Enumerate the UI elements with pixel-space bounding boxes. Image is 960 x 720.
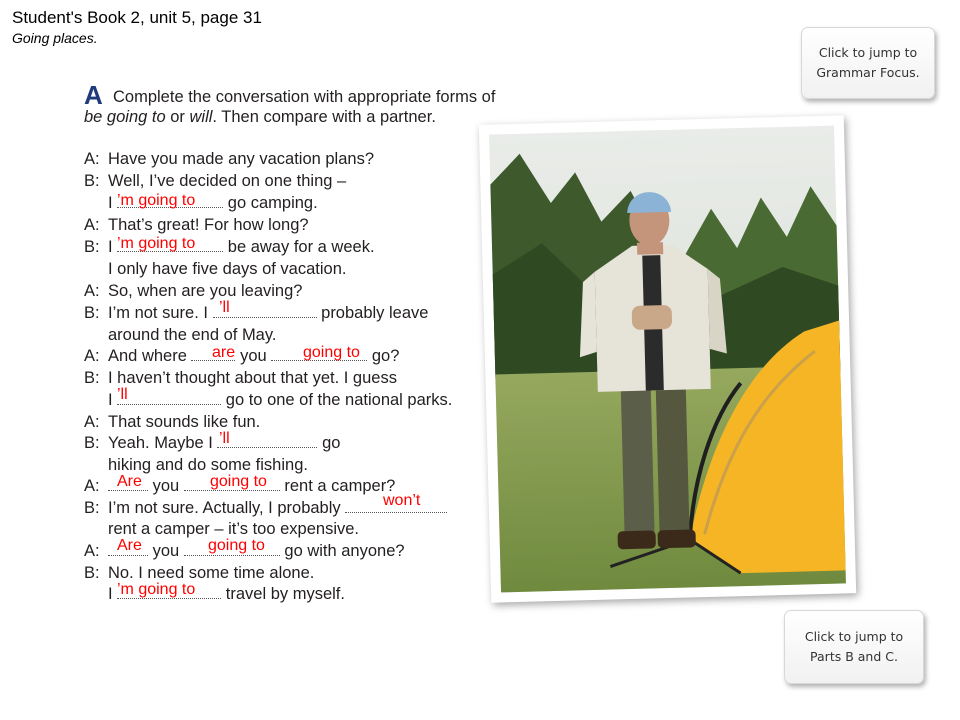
- page-title: Student's Book 2, unit 5, page 31: [12, 8, 262, 27]
- dialogue-line: A: And where you go?: [84, 347, 400, 365]
- dialogue-line: B: I haven’t thought about that yet. I guess: [84, 369, 397, 387]
- dialogue-line: A: That’s great! For how long?: [84, 216, 309, 234]
- answer-1: ’m going to: [117, 192, 196, 209]
- answer-11: Are: [117, 537, 142, 554]
- parts-button-line-1: Click to jump to: [804, 629, 904, 644]
- answer-blank[interactable]: [217, 435, 317, 448]
- dialogue-line: B: Yeah. Maybe I go: [84, 434, 341, 452]
- answer-9: going to: [210, 473, 267, 490]
- answer-3: ’ll: [219, 299, 230, 316]
- dialogue-line: around the end of May.: [108, 326, 277, 344]
- answer-13: ’m going to: [117, 581, 196, 598]
- answer-blank[interactable]: [117, 392, 221, 405]
- parts-b-c-button[interactable]: [784, 610, 924, 684]
- dialogue-line: A: That sounds like fun.: [84, 413, 261, 431]
- exercise-instruction-line-2: be going to or will. Then compare with a partner.: [84, 108, 436, 126]
- answer-2: ’m going to: [117, 235, 196, 252]
- grammar-button-line-1: Click to jump to: [818, 45, 918, 60]
- dialogue-line: hiking and do some fishing.: [108, 456, 308, 474]
- dialogue-line: B: I’m not sure. Actually, I probably: [84, 499, 447, 518]
- camper-photo: [479, 115, 856, 602]
- parts-button-line-2: Parts B and C.: [810, 649, 898, 664]
- dialogue-line: B: Well, I’ve decided on one thing –: [84, 172, 347, 190]
- answer-12: going to: [208, 537, 265, 554]
- dialogue-line: A: Have you made any vacation plans?: [84, 150, 374, 168]
- dialogue-line: I go camping.: [108, 194, 318, 212]
- dialogue-line: A: you rent a camper?: [84, 477, 396, 495]
- dialogue-line: B: I’m not sure. I probably leave: [84, 304, 429, 322]
- dialogue-line: B: I be away for a week.: [84, 238, 375, 256]
- dialogue-line: I travel by myself.: [108, 585, 345, 603]
- page-subtitle: Going places.: [12, 30, 98, 46]
- dialogue-line: I only have five days of vacation.: [108, 260, 347, 278]
- answer-5: going to: [303, 344, 360, 361]
- camper-illustration: [479, 115, 856, 602]
- answer-10: won’t: [383, 492, 421, 509]
- dialogue-line: I go to one of the national parks.: [108, 391, 453, 409]
- dialogue-line: A: So, when are you leaving?: [84, 282, 303, 300]
- dialogue-line: A: you go with anyone?: [84, 542, 405, 560]
- answer-8: Are: [117, 473, 142, 490]
- grammar-focus-button[interactable]: [801, 27, 935, 99]
- answer-6: ’ll: [117, 386, 128, 403]
- exercise-letter: A: [84, 80, 103, 110]
- dialogue-line: rent a camper – it’s too expensive.: [108, 520, 359, 538]
- exercise-instruction-line-1: Complete the conversation with appropriate forms of: [113, 88, 496, 106]
- dialogue-line: B: No. I need some time alone.: [84, 564, 315, 582]
- answer-7: ’ll: [219, 430, 230, 447]
- answer-4: are: [212, 344, 236, 361]
- grammar-button-line-2: Grammar Focus.: [816, 65, 920, 80]
